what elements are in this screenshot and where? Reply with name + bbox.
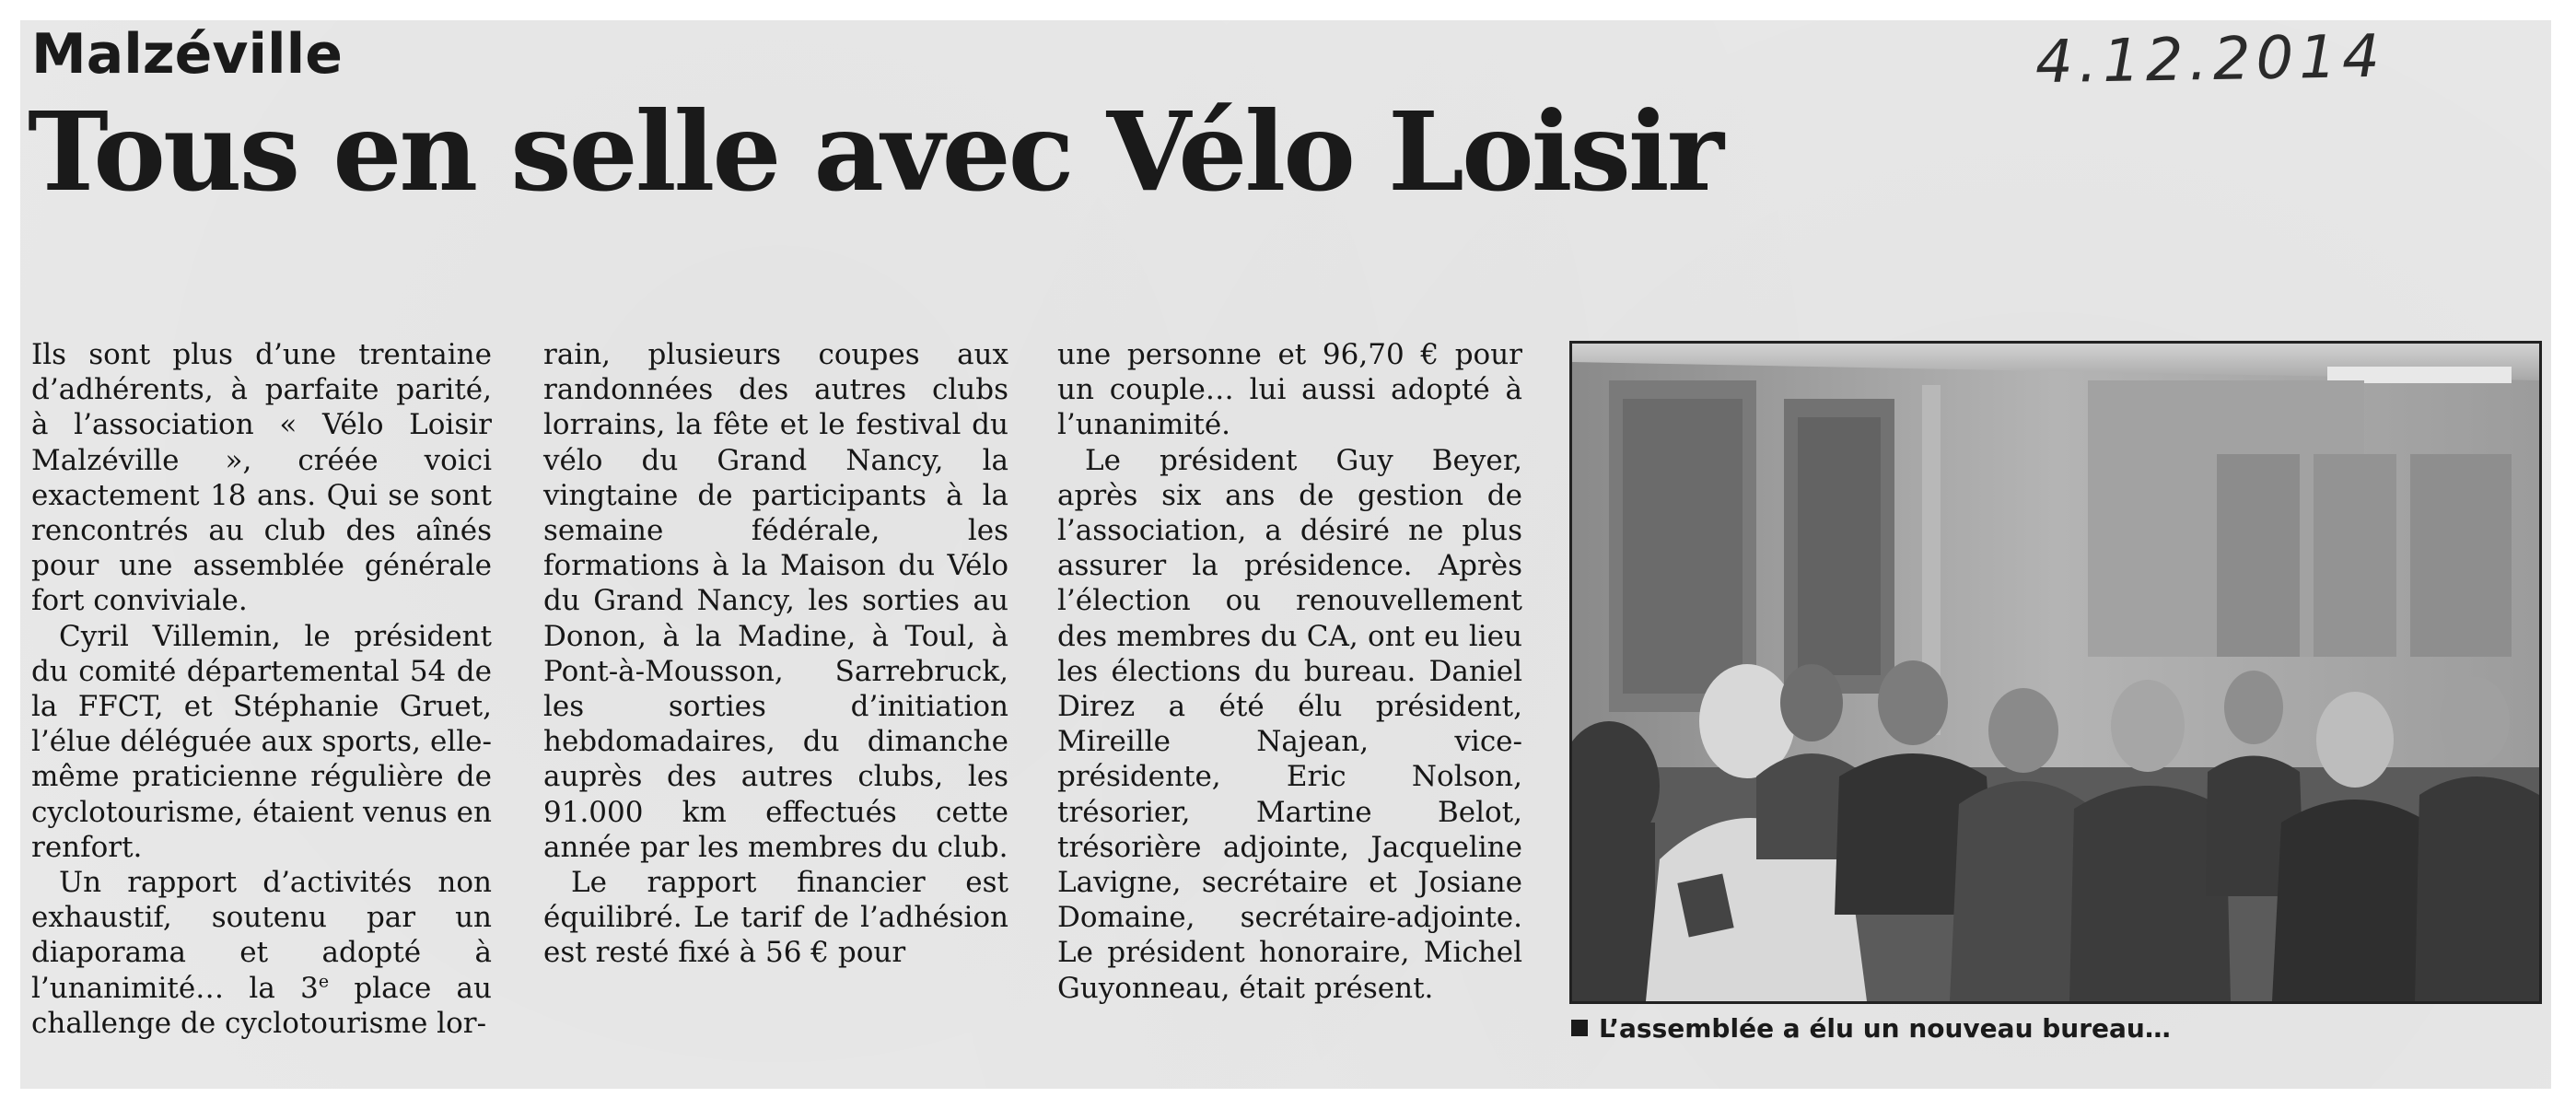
article-column-3: [1057, 337, 1522, 1006]
paragraph: Ils sont plus d’une trentaine d’adhérents, à parfaite parité, à l’association « Vélo Loisir Malzéville », créée voici exactement 18 ans. Qui se sont rencontrés au club des aînés pour une assemblée générale fort conviviale.: [31, 338, 492, 618]
caption-text: L’assemblée a élu un nouveau bureau…: [1599, 1013, 2171, 1044]
article-headline: Tous en selle avec Vélo Loisir: [28, 88, 1721, 216]
article-kicker: Malzéville: [31, 22, 343, 87]
paragraph: [31, 865, 492, 1041]
paragraph: Le président Guy Beyer, après six ans de gestion de l’association, a désiré ne plus assurer la présidence. Après l’élection ou renouvellement des membres du CA, ont eu lieu les élections du bureau. Daniel Direz a été élu président, Mireille Najean, vice-présidente, Eric Nolson, trésorier, Martine Belot, trésorière adjointe, Jacqueline Lavigne, secrétaire et Josiane Domaine, secrétaire-adjointe. Le président honoraire, Michel Guyonneau, était présent.: [1057, 443, 1522, 1005]
superscript: e: [318, 971, 330, 992]
article-column-2: [543, 337, 1008, 971]
paragraph: rain, plusieurs coupes aux randonnées des autres clubs lorrains, la fête et le festival du vélo du Grand Nancy, la vingtaine de participants à la semaine fédérale, les formations à la Maison du Vélo du Grand Nancy, les sorties au Donon, à la Madine, à Toul, à Pont-à-Mousson, Sarrebruck, les sorties d’initiation hebdomadaires, du dimanche auprès des autres clubs, les 91.000 km effectués cette année par les membres du club.: [543, 338, 1008, 864]
paragraph: une personne et 96,70 € pour un couple… lui aussi adopté à l’unanimité.: [1057, 338, 1522, 442]
text-span: place au challenge de cyclotourisme lor-: [31, 971, 492, 1040]
paragraph: Le rapport financier est équilibré. Le tarif de l’adhésion est resté fixé à 56 € pour: [543, 866, 1008, 970]
handwritten-date: 4.12.2014: [2034, 22, 2386, 98]
paragraph: Cyril Villemin, le président du comité départemental 54 de la FFCT, et Stéphanie Gruet, l’élue déléguée aux sports, elle-même praticienne régulière de cyclotourisme, étaient venus en renfort.: [31, 619, 492, 864]
article-column-1: [31, 337, 492, 1041]
square-bullet-icon: [1571, 1020, 1588, 1036]
photo-caption: [1571, 1013, 2171, 1044]
text-span: Un rapport d’activités non exhaustif, soutenu par un diaporama et adopté à l’unanimité… la 3: [31, 866, 492, 1005]
meeting-photo: [1569, 341, 2542, 1004]
